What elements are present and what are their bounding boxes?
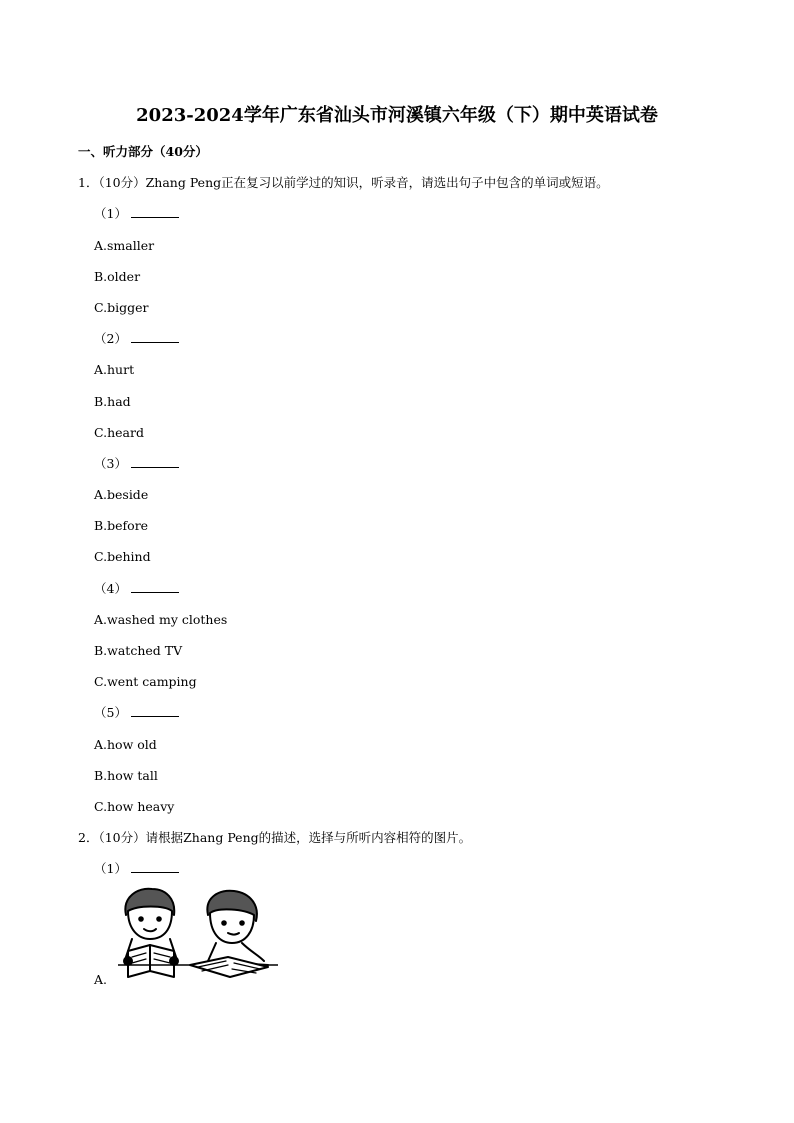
q1-item-5-option-a: A.how old — [94, 737, 157, 752]
q1-item-3-option-a: A.beside — [94, 487, 149, 502]
q1-item-3-option-b: B.before — [94, 518, 149, 533]
q1-item-4-option-b: B.watched TV — [94, 643, 183, 658]
answer-blank[interactable] — [131, 860, 179, 873]
two-boys-reading-illustration — [118, 885, 278, 983]
q1-item-5-option-c: C.how heavy — [94, 799, 175, 814]
answer-blank[interactable] — [131, 580, 179, 593]
q1-item-1-option-c: C.bigger — [94, 300, 149, 315]
q1-item-3-option-c: C.behind — [94, 549, 151, 564]
q1-item-1-number: （1） — [94, 205, 179, 223]
q1-item-2-option-c: C.heard — [94, 425, 144, 440]
exam-title: 2023-2024学年广东省汕头市河溪镇六年级（下）期中英语试卷 — [136, 105, 658, 126]
answer-blank[interactable] — [131, 330, 179, 343]
q1-item-1-option-b: B.older — [94, 269, 141, 284]
q1-item-5-number: （5） — [94, 704, 179, 722]
answer-blank[interactable] — [131, 704, 179, 717]
q1-item-5-option-b: B.how tall — [94, 768, 158, 783]
q2-item-1-option-a: A. — [94, 972, 108, 987]
q1-item-1-option-a: A.smaller — [94, 238, 155, 253]
q1-item-4-number: （4） — [94, 580, 179, 598]
q1-item-2-number: （2） — [94, 330, 179, 348]
answer-blank[interactable] — [131, 205, 179, 218]
question-1-stem: 1．（10分）Zhang Peng正在复习以前学过的知识，听录音，请选出句子中包含的单词或短语。 — [78, 175, 609, 190]
q1-item-2-option-b: B.had — [94, 394, 131, 409]
q1-item-4-option-c: C.went camping — [94, 674, 197, 689]
section-heading-listening: 一、听力部分（40分） — [78, 144, 208, 159]
q1-item-3-number: （3） — [94, 455, 179, 473]
question-2-stem: 2．（10分）请根据Zhang Peng的描述，选择与所听内容相符的图片。 — [78, 830, 472, 845]
q2-item-1-number: （1） — [94, 860, 179, 878]
q1-item-2-option-a: A.hurt — [94, 362, 135, 377]
answer-blank[interactable] — [131, 455, 179, 468]
q1-item-4-option-a: A.washed my clothes — [94, 612, 228, 627]
